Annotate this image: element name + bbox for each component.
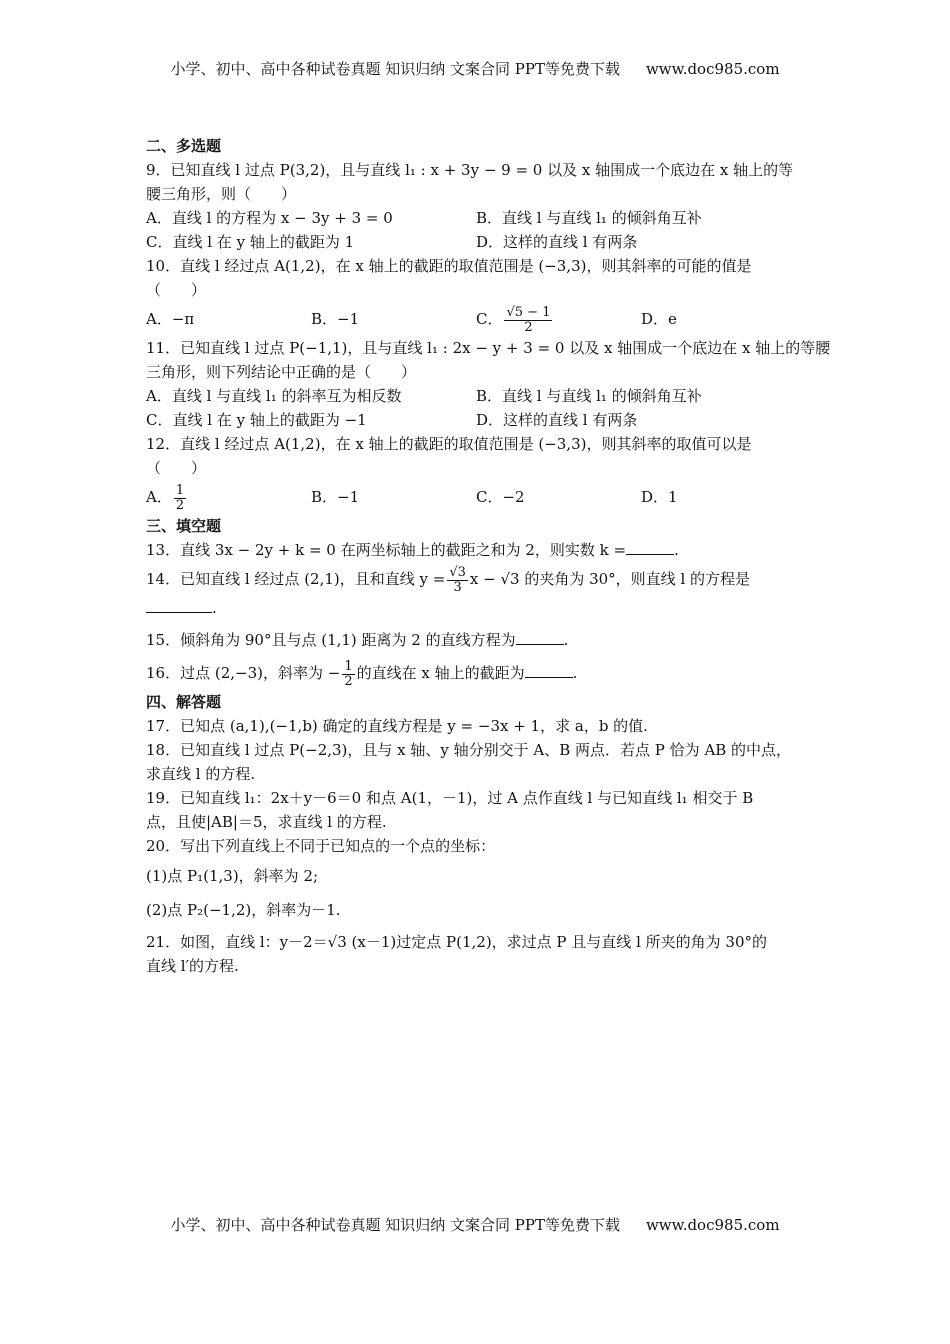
q11-option-c: C．直线 l 在 y 轴上的截距为 −1 xyxy=(146,411,367,429)
q12-option-c: C．−2 xyxy=(476,488,525,506)
q10-option-c xyxy=(476,302,641,336)
q18-stem-1: 18．已知直线 l 过点 P(−2,3)，且与 x 轴、y 轴分别交于 A、B 两点．若点 P 恰为 AB 的中点， xyxy=(146,741,792,759)
page-content xyxy=(146,134,831,978)
q10-stem-1: 10．直线 l 经过点 A(1,2)，在 x 轴上的截距的取值范围是 (−3,3)，则其斜率的可能的值是 xyxy=(146,257,752,275)
q12-options xyxy=(146,480,811,514)
q20-sub-2: (2)点 P₂(−1,2)，斜率为－1. xyxy=(146,901,341,919)
q15-end: . xyxy=(563,631,569,649)
header-site: www.doc985.com xyxy=(645,60,780,78)
question-11 xyxy=(146,336,831,432)
q14-pre: 14．已知直线 l 经过点 (2,1)，且和直线 y = xyxy=(146,570,446,588)
q16-numerator: 1 xyxy=(344,658,353,674)
question-13 xyxy=(146,538,811,562)
q10-stem-2: （ ） xyxy=(146,281,207,299)
q9-options-row2 xyxy=(146,230,811,254)
question-19 xyxy=(146,786,811,834)
q16-end: . xyxy=(572,664,578,682)
q10-options xyxy=(146,302,811,336)
q9-stem-1: 9．已知直线 l 过点 P(3,2)，且与直线 l₁ : x + 3y − 9 = 0 以及 x 轴围成一个底边在 x 轴上的等 xyxy=(146,161,794,179)
q20-stem: 20．写出下列直线上不同于已知点的一个点的坐标： xyxy=(146,837,496,855)
question-12 xyxy=(146,432,811,514)
q9-option-a: A．直线 l 的方程为 x − 3y + 3 = 0 xyxy=(146,209,393,227)
q14-blank xyxy=(146,598,212,613)
question-21 xyxy=(146,930,811,978)
question-18 xyxy=(146,738,811,786)
question-14 xyxy=(146,562,811,620)
q10-option-c-fraction xyxy=(504,306,552,335)
q16-pre: 16．过点 (2,−3)，斜率为 − xyxy=(146,664,341,682)
q15-text: 15．倾斜角为 90°且与点 (1,1) 距离为 2 的直线方程为 xyxy=(146,631,516,649)
q10-c-numerator: √5 − 1 xyxy=(506,304,551,320)
q16-blank xyxy=(525,663,573,678)
q15-blank xyxy=(516,630,564,645)
q11-option-a: A．直线 l 与直线 l₁ 的斜率互为相反数 xyxy=(146,387,402,405)
q16-denominator: 2 xyxy=(344,673,353,689)
q9-option-d: D．这样的直线 l 有两条 xyxy=(476,233,638,251)
question-17: 17．已知点 (a,1),(−1,b) 确定的直线方程是 y = −3x + 1，求 a，b 的值. xyxy=(146,717,648,735)
q21-stem-2: 直线 l′的方程. xyxy=(146,957,239,975)
question-9 xyxy=(146,158,811,254)
q9-option-b: B．直线 l 与直线 l₁ 的倾斜角互补 xyxy=(476,209,702,227)
section-answer: 四、解答题 xyxy=(146,693,222,711)
q11-option-b: B．直线 l 与直线 l₁ 的倾斜角互补 xyxy=(476,387,702,405)
q10-option-c-label: C． xyxy=(476,310,503,328)
q13-end: . xyxy=(674,541,679,559)
footer-site: www.doc985.com xyxy=(645,1216,780,1234)
q13-text: 13．直线 3x − 2y + k = 0 在两坐标轴上的截距之和为 2，则实数 k = xyxy=(146,541,627,559)
page-header xyxy=(0,58,950,79)
q12-stem-1: 12．直线 l 经过点 A(1,2)，在 x 轴上的截距的取值范围是 (−3,3)，则其斜率的取值可以是 xyxy=(146,435,752,453)
q12-option-a-label: A． xyxy=(146,488,172,506)
q16-fraction xyxy=(342,660,354,689)
q14-end: . xyxy=(212,599,217,617)
q11-options-row1 xyxy=(146,384,811,408)
page-footer xyxy=(0,1214,950,1235)
q9-stem-2: 腰三角形，则（ ） xyxy=(146,185,297,203)
q12-option-a-fraction xyxy=(174,484,186,513)
header-text: 小学、初中、高中各种试卷真题 知识归纳 文案合同 PPT等免费下载 xyxy=(170,60,620,78)
q18-stem-2: 求直线 l 的方程. xyxy=(146,765,256,783)
footer-text: 小学、初中、高中各种试卷真题 知识归纳 文案合同 PPT等免费下载 xyxy=(170,1216,620,1234)
q19-stem-1: 19．已知直线 l₁：2x＋y－6＝0 和点 A(1，－1)，过 A 点作直线 l 与已知直线 l₁ 相交于 B xyxy=(146,789,754,807)
section-fill-blank: 三、填空题 xyxy=(146,517,222,535)
q14-denominator: 3 xyxy=(453,579,462,595)
q11-options-row2 xyxy=(146,408,811,432)
question-10 xyxy=(146,254,811,336)
question-15 xyxy=(146,628,811,652)
q12-option-d: D．1 xyxy=(641,488,678,506)
q11-option-d: D．这样的直线 l 有两条 xyxy=(476,411,638,429)
q14-stem-1 xyxy=(146,562,811,596)
q10-option-a: A．−π xyxy=(146,310,195,328)
q21-stem-1: 21．如图，直线 l：y－2＝√3 (x－1)过定点 P(1,2)，求过点 P 且与直线 l 所夹的角为 30°的 xyxy=(146,933,767,951)
q11-stem-1: 11．已知直线 l 过点 P(−1,1)，且与直线 l₁ : 2x − y + 3 = 0 以及 x 轴围成一个底边在 x 轴上的等腰 xyxy=(146,339,831,357)
q14-fraction xyxy=(447,566,468,595)
q10-c-denominator: 2 xyxy=(524,319,533,335)
q14-numerator: √3 xyxy=(449,564,466,580)
q16-post: 的直线在 x 轴上的截距为 xyxy=(356,664,525,682)
q12-a-numerator: 1 xyxy=(175,482,185,498)
q19-stem-2: 点，且使|AB|＝5，求直线 l 的方程. xyxy=(146,813,387,831)
q10-option-b: B．−1 xyxy=(311,310,360,328)
q20-sub-1: (1)点 P₁(1,3)，斜率为 2; xyxy=(146,867,319,885)
q12-a-denominator: 2 xyxy=(175,497,185,513)
q12-option-a xyxy=(146,480,311,514)
q14-stem-2 xyxy=(146,596,811,620)
q10-option-d: D．e xyxy=(641,310,677,328)
q11-stem-2: 三角形，则下列结论中正确的是（ ） xyxy=(146,363,417,381)
q12-stem-2: （ ） xyxy=(146,459,207,477)
q14-post: x − √3 的夹角为 30°，则直线 l 的方程是 xyxy=(469,570,751,588)
q9-option-c: C．直线 l 在 y 轴上的截距为 1 xyxy=(146,233,355,251)
q9-options-row1 xyxy=(146,206,811,230)
q12-option-b: B．−1 xyxy=(311,488,360,506)
question-16 xyxy=(146,656,811,690)
section-multi-choice: 二、多选题 xyxy=(146,137,222,155)
q13-blank xyxy=(626,540,674,555)
question-20 xyxy=(146,834,811,922)
